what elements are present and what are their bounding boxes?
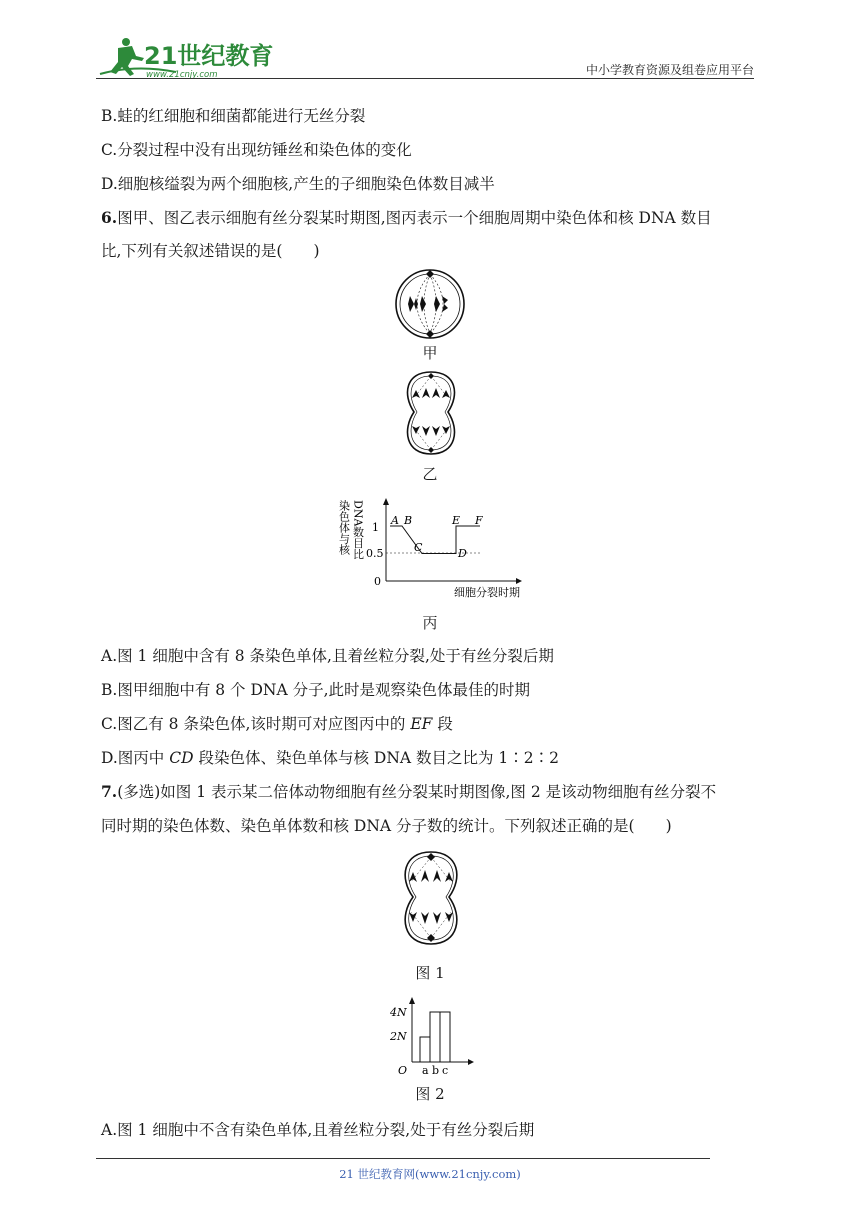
figure-1-cell [397, 848, 465, 948]
chart-bing-ytick-0: 0 [374, 575, 381, 588]
footer-divider [96, 1158, 710, 1159]
figure-jia-cell [392, 266, 468, 342]
chart-fig2-ytick-4n: 4N [390, 1006, 407, 1019]
chart-bing-ylabel-2: DNA数目比 [351, 500, 365, 560]
q6-option-b: B.图甲细胞中有 8 个 DNA 分子,此时是观察染色体最佳的时期 [101, 681, 530, 699]
q6-stem-line2: 比,下列有关叙述错误的是( ) [101, 242, 320, 260]
q7-stem-line1 [101, 781, 716, 803]
q6-option-d-text: D.图丙中 [101, 749, 170, 767]
chart-bing-point-c: C [414, 541, 423, 554]
chart-fig2-xtick-b: b [432, 1064, 440, 1077]
chart-fig2-bar-a [420, 1037, 430, 1062]
chart-bing-point-b: B [404, 514, 413, 527]
chart-bing-ytick-05: 0.5 [366, 547, 384, 560]
caption-fig2: 图 2 [415, 1085, 445, 1103]
chart-fig2-bar-b [430, 1012, 440, 1062]
chart-bing-ytick-1: 1 [372, 521, 379, 534]
q6-option-c [101, 713, 453, 735]
header-platform-text: 中小学教育资源及组卷应用平台 [585, 63, 754, 77]
caption-yi: 乙 [422, 465, 438, 483]
q7-stem-text1: (多选)如图 1 表示某二倍体动物细胞有丝分裂某时期图像,图 2 是该动物细胞有丝分裂不 [117, 783, 717, 801]
q6-option-c-text: C.图乙有 8 条染色体,该时期可对应图丙中的 [101, 715, 411, 733]
chart-fig2-xtick-c: c [442, 1064, 449, 1077]
caption-jia: 甲 [422, 344, 438, 362]
q6-option-d [101, 747, 559, 769]
chart-bing-point-e: E [452, 514, 461, 527]
chart-bing-point-d: D [458, 547, 467, 560]
chart-bing-point-f: F [475, 514, 483, 527]
q7-stem-line2: 同时期的染色体数、染色单体数和核 DNA 分子数的统计。下列叙述正确的是( ) [101, 817, 672, 835]
footer-text: 21 世纪教育网(www.21cnjy.com) [339, 1167, 521, 1181]
q6-option-d-suffix: 段染色体、染色单体与核 DNA 数目之比为 1∶2∶2 [193, 749, 560, 767]
q6-stem-text1: 图甲、图乙表示细胞有丝分裂某时期图,图丙表示一个细胞周期中染色体和核 DNA 数目 [117, 209, 712, 227]
chart-fig2-ytick-2n: 2N [390, 1030, 407, 1043]
chart-bing-point-a: A [391, 514, 399, 527]
figure-yi-cell [400, 368, 462, 458]
caption-fig1: 图 1 [415, 964, 445, 982]
header-divider [96, 78, 754, 79]
chart-fig2-origin: O [398, 1064, 408, 1077]
q5-option-b: B.蛙的红细胞和细菌都能进行无丝分裂 [101, 107, 366, 125]
chart-bing-ylabel-1: 染色体与核 [337, 500, 351, 555]
q6-stem-line1 [101, 207, 712, 229]
figure-bing-chart [330, 495, 530, 605]
q7-number: 7. [101, 782, 118, 801]
q6-option-a: A.图 1 细胞中含有 8 条染色单体,且着丝粒分裂,处于有丝分裂后期 [101, 647, 554, 665]
logo-url: www.21cnjy.com [146, 70, 218, 80]
caption-bing: 丙 [422, 614, 438, 632]
chart-fig2-xtick-a: a [422, 1064, 429, 1077]
q7-option-a: A.图 1 细胞中不含有染色单体,且着丝粒分裂,处于有丝分裂后期 [101, 1121, 535, 1139]
q6-number: 6. [101, 208, 118, 227]
logo-text: 21世纪教育 [144, 42, 274, 70]
chart-fig2-bar-c [440, 1012, 450, 1062]
q6-option-c-segment: EF [410, 715, 433, 733]
chart-bing-xlabel: 细胞分裂时期 [454, 586, 520, 599]
figure-2-chart [388, 996, 478, 1076]
site-logo [96, 34, 274, 80]
q5-option-d: D.细胞核缢裂为两个细胞核,产生的子细胞染色体数目减半 [101, 175, 495, 193]
q5-option-c: C.分裂过程中没有出现纺锤丝和染色体的变化 [101, 141, 412, 159]
q6-option-c-suffix: 段 [432, 715, 453, 733]
q6-option-d-segment: CD [169, 749, 194, 767]
